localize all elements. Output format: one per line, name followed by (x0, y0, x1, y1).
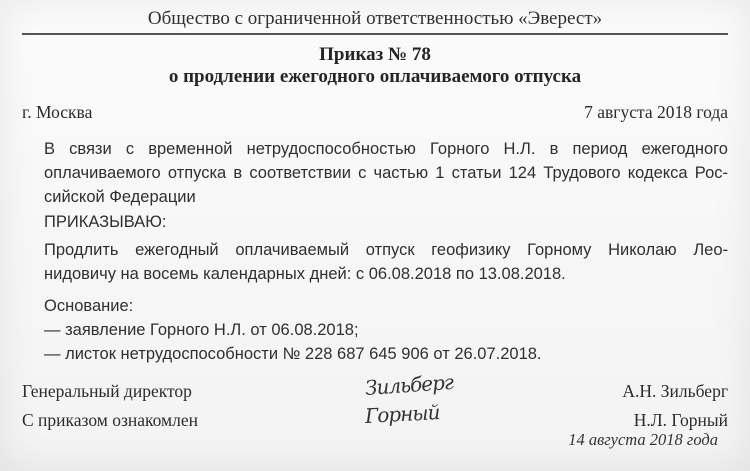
employee-name: Н.Л. Горный (633, 410, 728, 430)
director-name: А.Н. Зильберг (622, 381, 728, 401)
order-subtitle: о продлении ежегодного оплачиваемого отпуска (168, 66, 582, 87)
city: г. Москва (22, 102, 93, 122)
place-date-row (22, 102, 728, 123)
director-label: Генеральный директор (22, 381, 192, 401)
basis-item: — заявление Горного Н.Л. от 06.08.2018; (44, 321, 359, 339)
employee-signature: Горный (364, 400, 441, 428)
order-word: ПРИКАЗЫВАЮ: (44, 213, 167, 231)
paragraph-order (44, 238, 728, 286)
acknowledgement-label: С приказом ознакомлен (22, 410, 198, 430)
header-divider (22, 33, 728, 35)
paragraph-line: В связи с временной нетрудоспособностью Горного Н.Л. в период ежегодного (44, 140, 728, 158)
basis-item: — листок нетрудоспособности № 228 687 645 906 от 26.07.2018. (44, 345, 542, 363)
order-title: Приказ № 78 (319, 44, 431, 65)
director-signature: Зильберг (364, 369, 454, 401)
paragraph-line: нидовичу на восемь календарных дней: с 06.08.2018 по 13.08.2018. (44, 265, 566, 283)
paragraph-line: Продлить ежегодный оплачиваемый отпуск геофизику Горному Николаю Лео- (44, 241, 728, 259)
order-date: 7 августа 2018 года (584, 102, 728, 122)
acknowledgement-date: 14 августа 2018 года (568, 430, 718, 449)
paragraph-line: оплачиваемого отпуска в соответствии с частью 1 статьи 124 Трудового кодекса Рос- (44, 164, 728, 182)
organization-name: Общество с ограниченной ответственностью «Эверест» (147, 8, 603, 29)
paragraph-reason (44, 137, 728, 209)
paragraph-line: сийской Федерации (44, 188, 196, 206)
basis-label: Основание: (44, 297, 134, 315)
